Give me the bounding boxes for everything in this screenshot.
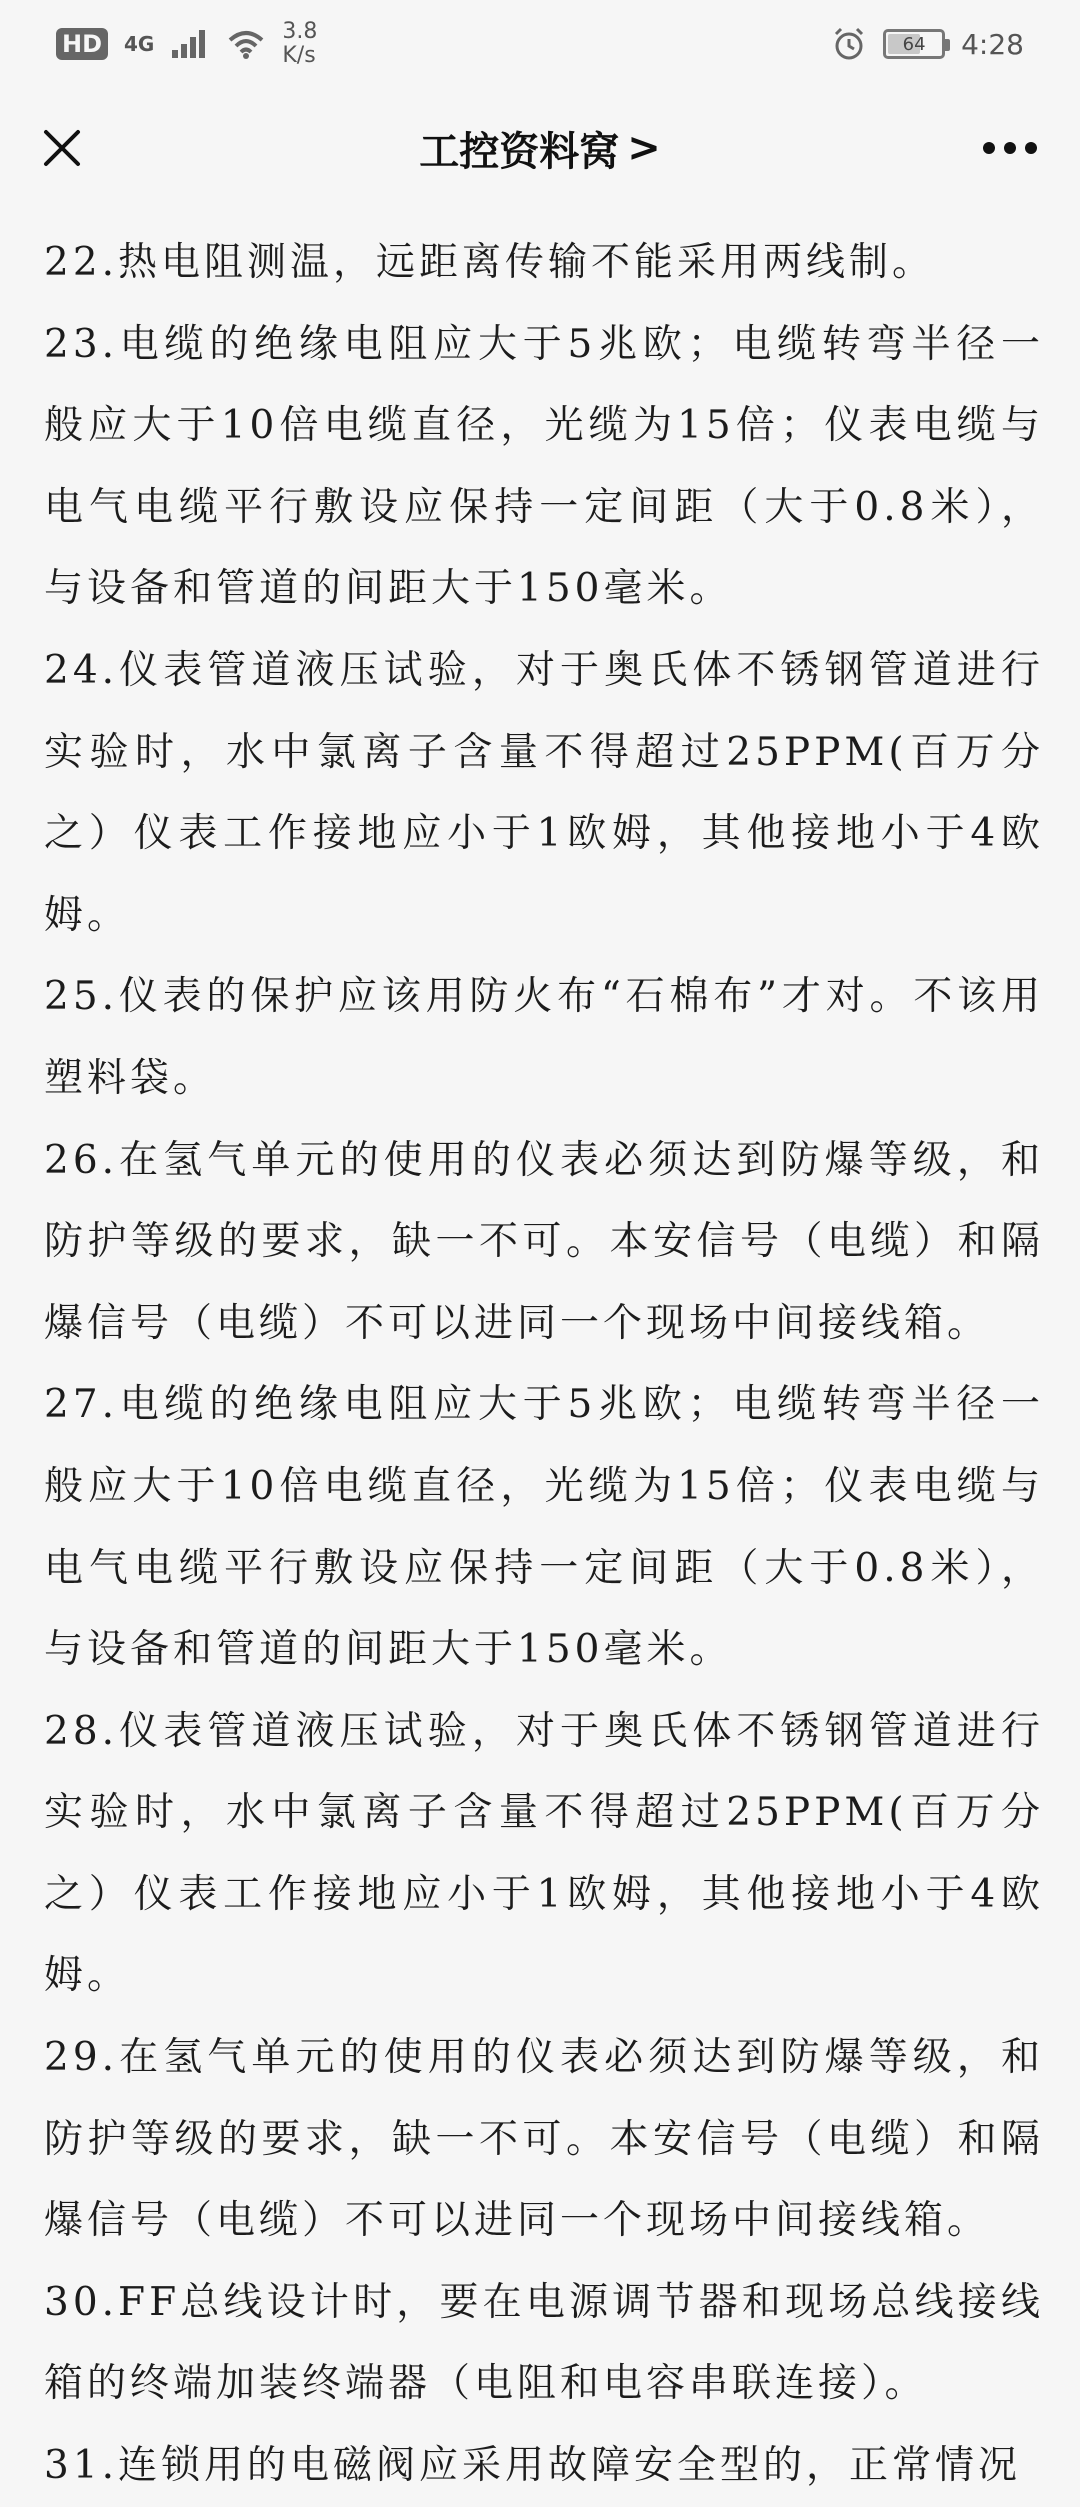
- close-icon: [42, 128, 82, 168]
- network-type: 4G: [124, 32, 155, 56]
- paragraph: 29.在氢气单元的使用的仪表必须达到防爆等级，和防护等级的要求，缺一不可。本安信号（电缆）和隔爆信号（电缆）不可以进同一个现场中间接线箱。: [44, 2035, 1044, 2244]
- chevron-right-icon: >: [627, 125, 661, 171]
- more-button[interactable]: [970, 118, 1050, 178]
- paragraph: 26.在氢气单元的使用的仪表必须达到防爆等级，和防护等级的要求，缺一不可。本安信号（电缆）和隔爆信号（电缆）不可以进同一个现场中间接线箱。: [44, 1137, 1044, 1346]
- speed-value: 3.8: [282, 19, 318, 44]
- more-icon: [982, 141, 1038, 155]
- status-right: [831, 26, 1024, 62]
- alarm-clock-icon: [831, 26, 867, 62]
- battery-level: 64: [902, 33, 926, 55]
- paragraph: 27.电缆的绝缘电阻应大于5兆欧；电缆转弯半径一般应大于10倍电缆直径，光缆为15倍；仪表电缆与电气电缆平行敷设应保持一定间距（大于0.8米），与设备和管道的间距大于150毫米。: [44, 1382, 1044, 1673]
- hd-badge: HD: [56, 28, 108, 60]
- paragraph: 25.仪表的保护应该用防火布“石棉布”才对。不该用塑料袋。: [44, 974, 1044, 1101]
- wifi-icon: [226, 28, 266, 60]
- status-bar: [0, 0, 1080, 88]
- paragraph: 23.电缆的绝缘电阻应大于5兆欧；电缆转弯半径一般应大于10倍电缆直径，光缆为15倍；仪表电缆与电气电缆平行敷设应保持一定间距（大于0.8米），与设备和管道的间距大于150毫米。: [44, 321, 1044, 612]
- signal-icon: [170, 28, 210, 60]
- paragraph: 24.仪表管道液压试验，对于奥氏体不锈钢管道进行实验时，水中氯离子含量不得超过25PPM(百万分之）仪表工作接地应小于1欧姆，其他接地小于4欧姆。: [44, 647, 1044, 938]
- paragraph: 22.热电阻测温，远距离传输不能采用两线制。: [44, 240, 936, 285]
- speed-unit: K/s: [282, 43, 316, 68]
- paragraph: 30.FF总线设计时，要在电源调节器和现场总线接线箱的终端加装终端器（电阻和电容串联连接）。: [44, 2279, 1044, 2407]
- status-time: 4:28: [961, 27, 1024, 61]
- article-body: [44, 222, 1044, 2489]
- paragraph: 31.连锁用的电磁阀应采用故障安全型的，正常情况: [44, 2443, 1022, 2489]
- status-left: [56, 20, 317, 68]
- nav-bar: [0, 88, 1080, 208]
- account-title-link[interactable]: [419, 120, 661, 177]
- paragraph: 28.仪表管道液压试验，对于奥氏体不锈钢管道进行实验时，水中氯离子含量不得超过25PPM(百万分之）仪表工作接地应小于1欧姆，其他接地小于4欧姆。: [44, 1708, 1044, 1999]
- page-title: 工控资料窝: [419, 128, 620, 175]
- network-speed: [282, 20, 317, 68]
- close-button[interactable]: [32, 118, 92, 178]
- battery-icon: [883, 29, 945, 59]
